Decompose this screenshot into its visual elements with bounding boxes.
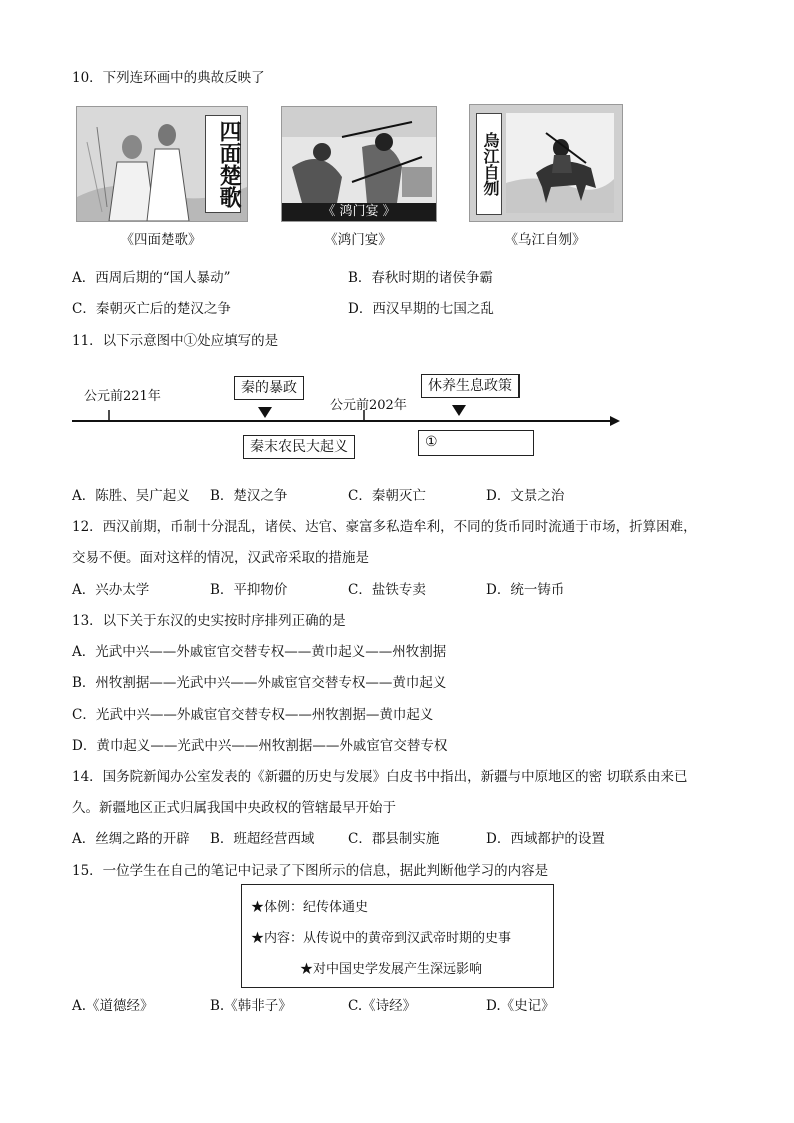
note-line-format: ★体例：纪传体通史 [251, 900, 369, 915]
q12-stem-line1: 12．西汉前期，币制十分混乱，诸侯、达官、豪富多私造牟利，不同的货币同时流通于市场，折算困难， [72, 519, 697, 535]
q11-stem: 11．以下示意图中①处应填写的是 [72, 333, 279, 349]
q15-stem: 15．一位学生在自己的笔记中记录了下图所示的信息，据此判断他学习的内容是 [72, 863, 549, 879]
timeline-date-202bc: 公元前202年 [330, 398, 407, 413]
q15-option-d[interactable]: D.《史记》 [486, 998, 555, 1014]
q14-option-b[interactable]: B．班超经营西域 [210, 831, 315, 847]
q14-option-c[interactable]: C．郡县制实施 [348, 831, 440, 847]
picture-title-banner: 《 鸿门宴 》 [282, 203, 436, 221]
timeline-box-qin-tyranny: 秦的暴政 [234, 376, 304, 400]
q14-option-d[interactable]: D．西域都护的设置 [486, 831, 605, 847]
down-arrow-icon [452, 405, 466, 417]
picture-simian-chuge [76, 106, 248, 222]
q10-stem: 10．下列连环画中的典故反映了 [72, 70, 265, 86]
q14-stem-line1: 14．国务院新闻办公室发表的《新疆的历史与发展》白皮书中指出，新疆与中原地区的密 切联系由来已 [72, 769, 688, 785]
picture-hongmen-yan [281, 106, 437, 222]
caption-wujiang-ziwen: 《乌江自刎》 [504, 232, 586, 248]
timeline-box-peasant-uprising: 秦末农民大起义 [243, 435, 355, 459]
q12-option-d[interactable]: D．统一铸币 [486, 582, 565, 598]
q12-option-a[interactable]: A．兴办太学 [72, 582, 150, 598]
q11-option-c[interactable]: C．秦朝灭亡 [348, 488, 426, 504]
timeline-box-recuperation-policy: 休养生息政策 [421, 374, 520, 398]
picture-title-plate: 四面楚歌 [205, 115, 241, 213]
q14-stem-line2: 久。新疆地区正式归属我国中央政权的管辖最早开始于 [72, 800, 396, 816]
q15-option-b[interactable]: B.《韩非子》 [210, 998, 292, 1014]
illustration-sword-dance [282, 107, 436, 203]
q12-option-c[interactable]: C．盐铁专卖 [348, 582, 426, 598]
timeline-date-221bc: 公元前221年 [84, 389, 161, 404]
q12-stem-line2: 交易不便。面对这样的情况，汉武帝采取的措施是 [72, 550, 369, 566]
q10-option-d[interactable]: D．西汉早期的七国之乱 [348, 301, 494, 317]
q15-option-a[interactable]: A.《道德经》 [72, 998, 154, 1014]
q10-option-c[interactable]: C．秦朝灭亡后的楚汉之争 [72, 301, 231, 317]
illustration-horseman [506, 113, 614, 213]
q13-option-c[interactable]: C．光武中兴——外戚宦官交替专权——州牧割据—黄巾起义 [72, 707, 434, 723]
picture-title-plate: 烏江自刎 [476, 113, 502, 215]
q10-option-b[interactable]: B．春秋时期的诸侯争霸 [348, 270, 493, 286]
down-arrow-icon [258, 407, 272, 419]
note-line-influence: ★对中国史学发展产生深远影响 [300, 962, 483, 977]
q12-option-b[interactable]: B．平抑物价 [210, 582, 288, 598]
timeline-box-blank-1: ① [418, 430, 534, 456]
q13-option-b[interactable]: B．州牧割据——光武中兴——外戚宦官交替专权——黄巾起义 [72, 675, 447, 691]
q11-option-a[interactable]: A．陈胜、吴广起义 [72, 488, 190, 504]
q11-option-d[interactable]: D．文景之治 [486, 488, 565, 504]
study-note-box [241, 884, 554, 988]
q10-option-a[interactable]: A．西周后期的“国人暴动” [72, 270, 231, 286]
picture-wujiang-ziwen [469, 104, 623, 222]
q13-stem: 13．以下关于东汉的史实按时序排列正确的是 [72, 613, 346, 629]
caption-simian-chuge: 《四面楚歌》 [120, 232, 202, 248]
q15-option-c[interactable]: C.《诗经》 [348, 998, 417, 1014]
caption-hongmen-yan: 《鸿门宴》 [324, 232, 392, 248]
q13-option-a[interactable]: A．光武中兴——外戚宦官交替专权——黄巾起义——州牧割据 [72, 644, 447, 660]
q11-option-b[interactable]: B．楚汉之争 [210, 488, 288, 504]
q14-option-a[interactable]: A．丝绸之路的开辟 [72, 831, 190, 847]
q13-option-d[interactable]: D．黄巾起义——光武中兴——州牧割据——外戚宦官交替专权 [72, 738, 448, 754]
note-line-content: ★内容：从传说中的黄帝到汉武帝时期的史事 [251, 931, 512, 946]
